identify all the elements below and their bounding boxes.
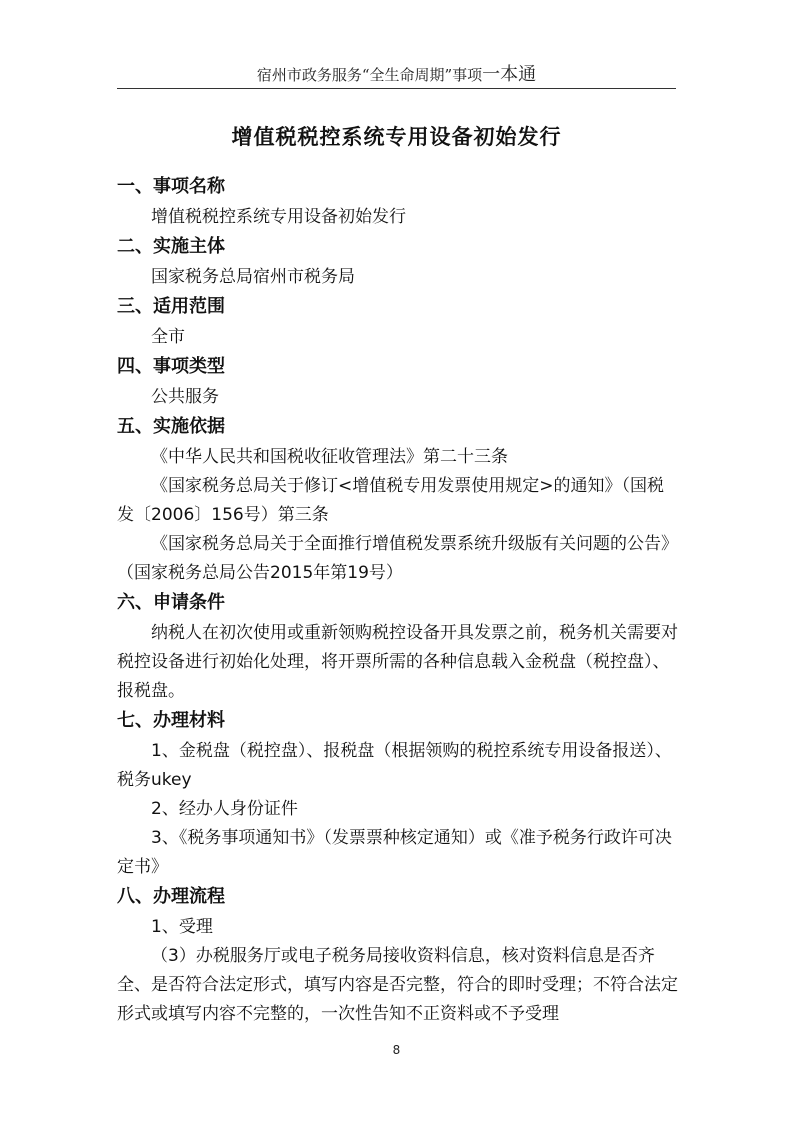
section-content-conditions: 纳税人在初次使用或重新领购税控设备开具发票之前，税务机关需要对税控设备进行初始化处理，将开票所需的各种信息载入金税盘（税控盘）、报税盘。 <box>117 623 678 701</box>
section-content-scope: 全市 <box>151 327 185 347</box>
document-body <box>117 174 680 1029</box>
section-heading-basis: 五、实施依据 <box>117 416 225 437</box>
section-heading-name: 一、事项名称 <box>117 176 225 197</box>
page-header <box>0 60 793 86</box>
process-item: 1、受理 <box>151 917 213 937</box>
header-suffix: 一本通 <box>482 64 537 85</box>
basis-item: 《中华人民共和国税收征收管理法》第二十三条 <box>151 447 508 467</box>
section-content-name: 增值税税控系统专用设备初始发行 <box>151 207 406 227</box>
header-text: 宿州市政务服务“全生命周期”事项 <box>256 66 483 84</box>
section-heading-implementer: 二、实施主体 <box>117 236 225 257</box>
section-content-implementer: 国家税务总局宿州市税务局 <box>151 267 355 287</box>
material-item: 1、金税盘（税控盘）、报税盘（根据领购的税控系统专用设备报送）、税务ukey <box>117 741 672 790</box>
section-heading-scope: 三、适用范围 <box>117 296 225 317</box>
process-item: （3）办税服务厅或电子税务局接收资料信息，核对资料信息是否齐全、是否符合法定形式，填写内容是否完整，符合的即时受理；不符合法定形式或填写内容不完整的，一次性告知不正资料或不予受理 <box>117 946 678 1024</box>
header-rule <box>117 88 676 89</box>
material-item: 3、《税务事项通知书》（发票票种核定通知）或《准予税务行政许可决定书》 <box>117 828 672 877</box>
section-heading-conditions: 六、申请条件 <box>117 592 225 613</box>
material-item: 2、经办人身份证件 <box>151 799 298 819</box>
section-heading-type: 四、事项类型 <box>117 356 225 377</box>
document-title: 增值税税控系统专用设备初始发行 <box>231 125 562 149</box>
section-heading-process: 八、办理流程 <box>117 886 225 907</box>
page-number: 8 <box>392 1043 401 1057</box>
section-heading-materials: 七、办理材料 <box>117 710 225 731</box>
section-content-type: 公共服务 <box>151 387 219 407</box>
basis-item: 《国家税务总局关于全面推行增值税发票系统升级版有关问题的公告》（国家税务总局公告2015年第19号） <box>117 534 678 583</box>
basis-item: 《国家税务总局关于修订<增值税专用发票使用规定>的通知》（国税发〔2006〕156号）第三条 <box>117 476 664 525</box>
